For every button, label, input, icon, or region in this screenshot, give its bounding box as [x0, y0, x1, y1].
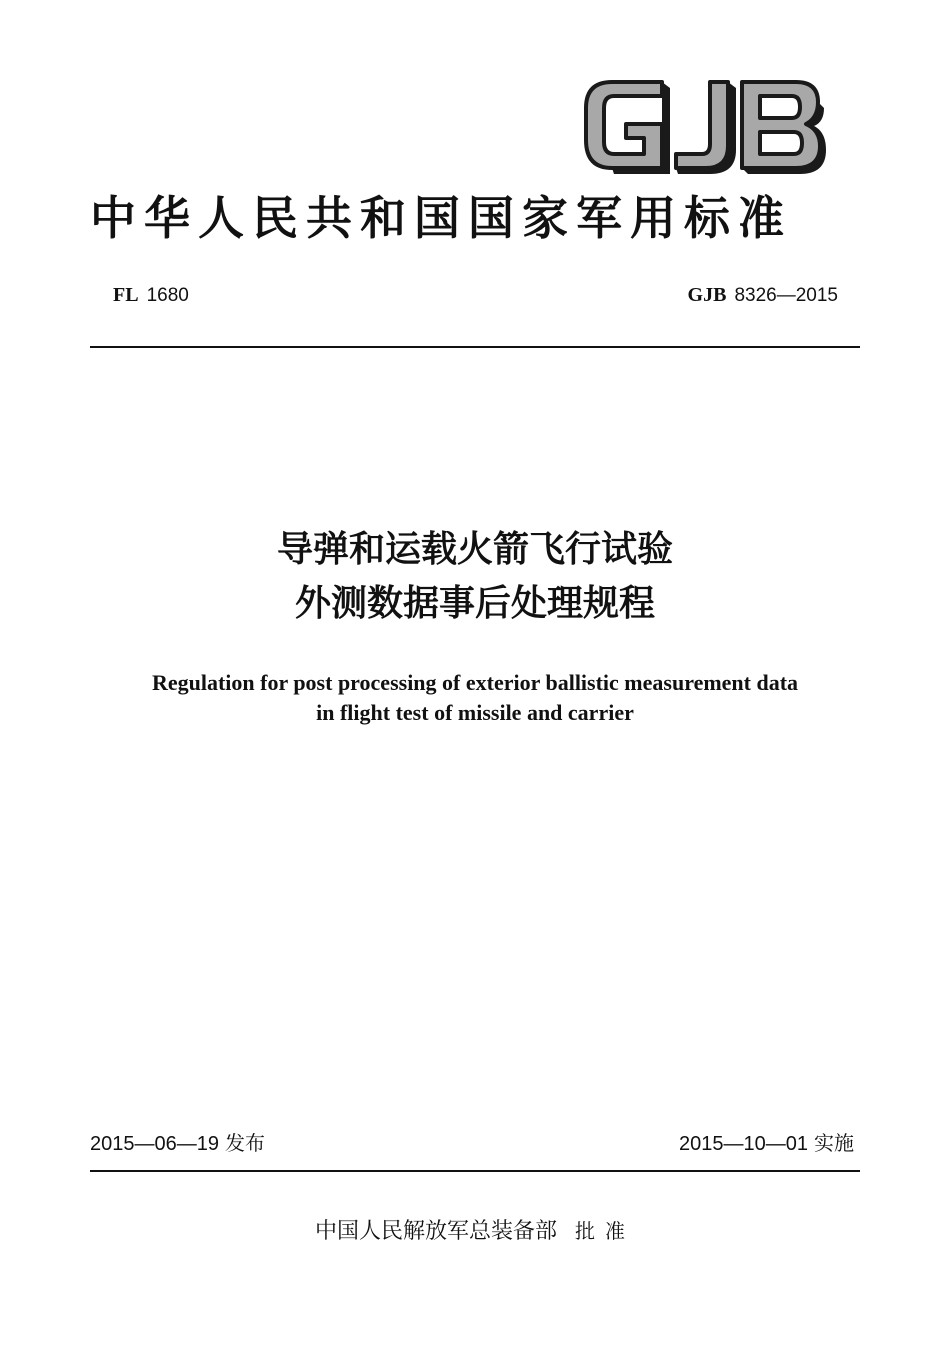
org-title: 中华人民共和国国家军用标准: [90, 191, 792, 245]
standard-prefix: GJB: [687, 284, 727, 306]
logo-letter-j: [676, 82, 736, 174]
logo-letter-b: [742, 82, 826, 174]
approval-line: [90, 1214, 860, 1249]
effective-date: 2015—10—01: [679, 1133, 808, 1155]
classification-number: 1680: [146, 285, 189, 306]
title-en-line2: in flight test of missile and carrier: [316, 700, 634, 725]
classification-code: [113, 281, 189, 309]
title-en-line1: Regulation for post processing of exterior ballistic measurement data: [151, 670, 799, 695]
title-cn-line2: 外测数据事后处理规程: [294, 583, 655, 624]
bottom-divider: [90, 1170, 860, 1172]
logo-letter-g: [586, 82, 670, 174]
standard-number: 8326—2015: [734, 285, 838, 306]
approval-authority: 中国人民解放军总装备部: [314, 1219, 557, 1244]
effective-date-block: [679, 1128, 854, 1158]
issue-date: 2015—06—19: [90, 1133, 219, 1155]
classification-prefix: FL: [113, 284, 139, 306]
issue-date-block: [90, 1128, 265, 1158]
title-cn-line1: 导弹和运载火箭飞行试验: [276, 529, 673, 570]
issue-label: 发布: [224, 1131, 265, 1155]
effective-label: 实施: [814, 1131, 854, 1155]
standard-code: [688, 281, 838, 309]
gjb-logo: [582, 74, 827, 174]
top-divider: [90, 346, 860, 348]
approval-label: 批准: [575, 1219, 635, 1243]
